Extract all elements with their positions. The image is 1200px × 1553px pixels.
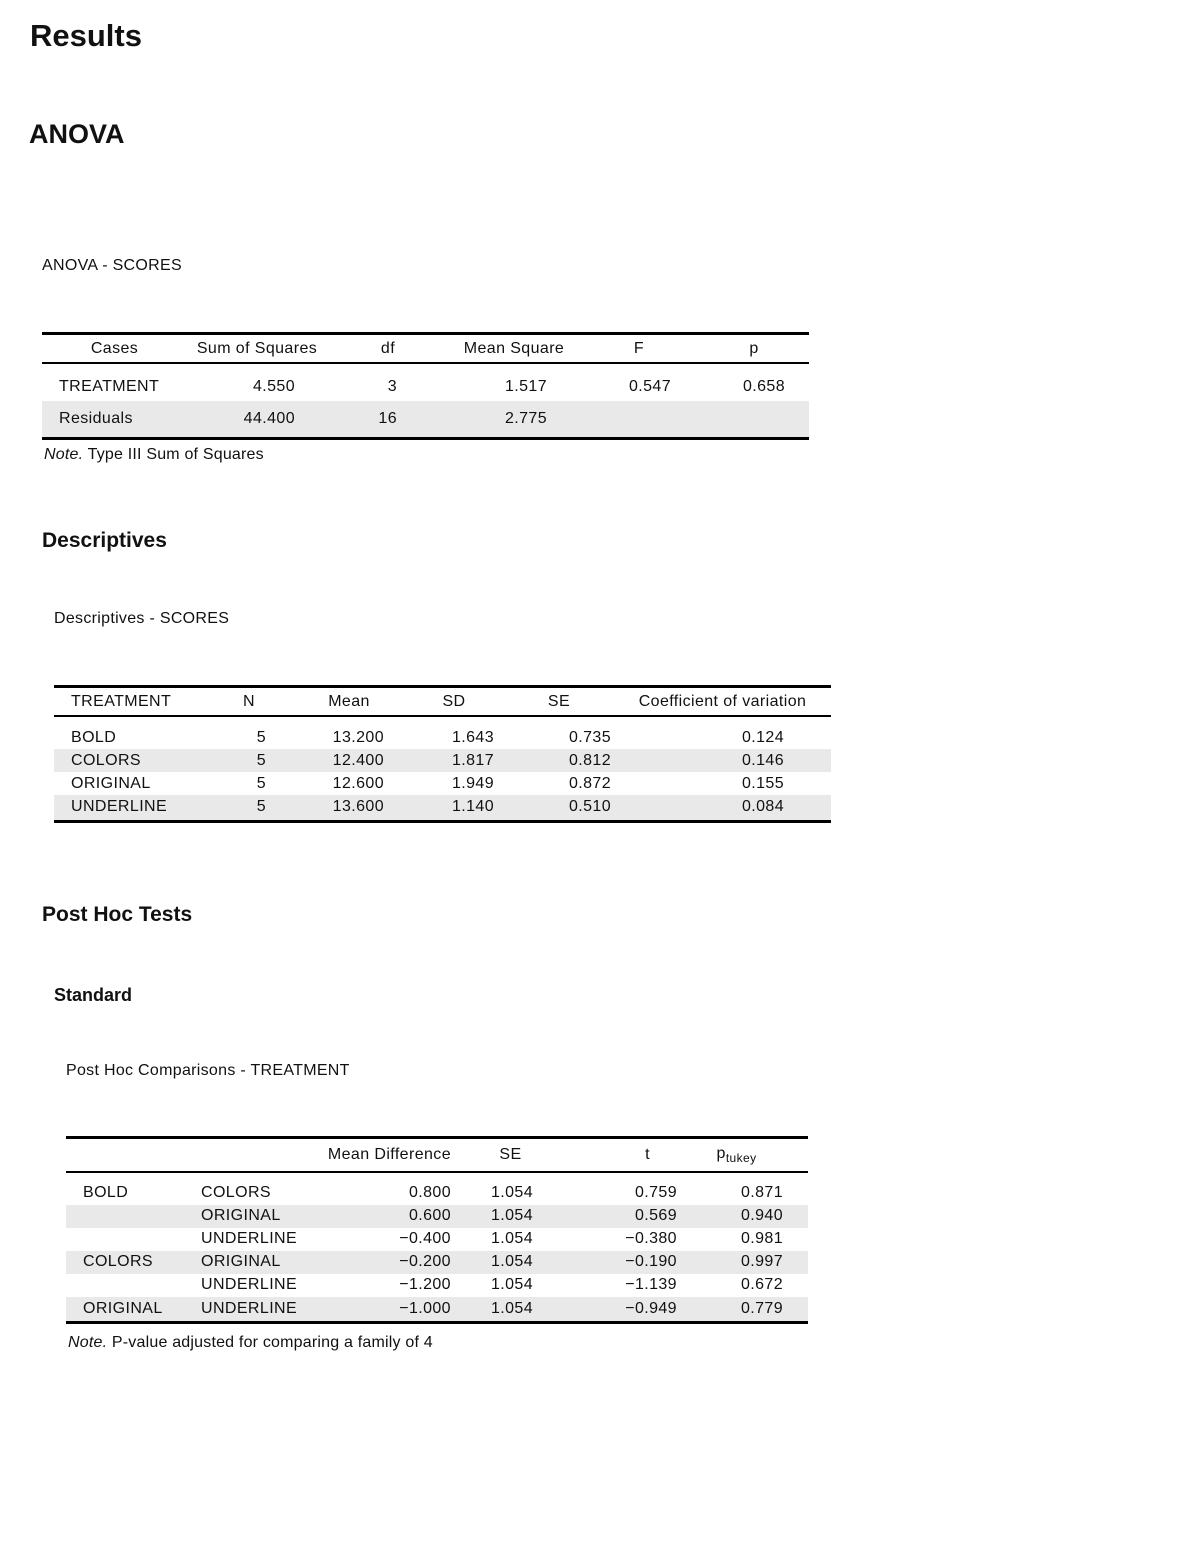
anova-table-caption: ANOVA - SCORES [42,257,182,274]
cell-sum-of-squares: 44.400 [187,401,327,438]
cell-cv: 0.146 [614,749,831,772]
cell-treatment: UNDERLINE [54,795,204,821]
cell-se: 1.054 [471,1297,576,1323]
cell-treatment: ORIGINAL [71,774,151,792]
descriptives-table-caption: Descriptives - SCORES [54,610,230,627]
cell-cv: 0.084 [614,795,831,821]
anova-table [42,332,809,440]
cell-n: 5 [256,774,266,792]
descriptives-heading: Descriptives [42,529,167,552]
post-hoc-table-note [68,1334,433,1352]
cell-group-b: UNDERLINE [201,1276,298,1293]
cell-t: 0.759 [634,1184,677,1201]
header-f: F [579,334,699,364]
cell-group-a: COLORS [66,1251,191,1274]
cell-group-a [66,1228,191,1251]
cell-sd: 1.643 [451,728,494,746]
header-cases: Cases [42,334,187,364]
header-group-b [191,1138,321,1172]
header-sum-of-squares: Sum of Squares [187,334,327,364]
cell-mean-difference: −1.200 [399,1276,451,1293]
header-mean-square: Mean Square [449,334,579,364]
cell-t: −0.949 [576,1297,691,1323]
cell-treatment: COLORS [54,749,204,772]
table-row [66,1228,808,1251]
page-title: Results [30,18,142,53]
cell-t: −0.380 [625,1230,677,1247]
table-row [54,795,831,821]
table-row [66,1274,808,1297]
cell-p-tukey: 0.940 [691,1205,808,1228]
cell-t: −1.139 [625,1276,677,1293]
cell-se: 1.054 [471,1205,576,1228]
header-p-tukey [691,1138,808,1172]
cell-group-a: ORIGINAL [66,1297,191,1323]
cell-sd: 1.949 [451,774,494,792]
cell-mean: 13.600 [294,795,404,821]
post-hoc-table [66,1136,808,1324]
note-label: Note. [44,446,84,463]
note-text: Type III Sum of Squares [83,446,264,463]
table-row [66,1205,808,1228]
cell-p-tukey: 0.997 [691,1251,808,1274]
cell-case: TREATMENT [59,378,160,395]
table-row [54,726,831,749]
cell-group-b: UNDERLINE [191,1297,321,1323]
header-p: p [699,334,809,364]
table-row [66,1297,808,1323]
cell-mean-difference: 0.600 [321,1205,471,1228]
cell-group-a: BOLD [83,1184,129,1201]
cell-group-b: COLORS [201,1184,271,1201]
cell-se: 1.054 [490,1230,533,1247]
cell-mean-difference: 0.800 [408,1184,451,1201]
cell-mean-square: 1.517 [504,378,547,395]
cell-group-a [66,1205,191,1228]
header-coefficient-of-variation: Coefficient of variation [614,687,831,717]
header-t: t [576,1138,691,1172]
table-row [66,1251,808,1274]
cell-se: 1.054 [471,1251,576,1274]
cell-n: 5 [204,795,294,821]
cell-case: Residuals [42,401,187,438]
post-hoc-heading: Post Hoc Tests [42,903,193,926]
cell-se: 1.054 [490,1184,533,1201]
cell-se: 0.812 [504,749,614,772]
cell-group-b: UNDERLINE [201,1230,298,1247]
cell-mean: 12.400 [294,749,404,772]
cell-df: 16 [327,401,449,438]
header-se: SE [471,1138,576,1172]
cell-mean-difference: −0.200 [321,1251,471,1274]
cell-mean-difference: −0.400 [399,1230,451,1247]
header-mean: Mean [294,687,404,717]
cell-mean-difference: −1.000 [321,1297,471,1323]
cell-p: 0.658 [742,378,785,395]
anova-header-row [42,334,809,364]
cell-group-a [66,1274,191,1297]
header-group-a [66,1138,191,1172]
header-se: SE [504,687,614,717]
table-row [54,772,831,795]
cell-sd: 1.140 [404,795,504,821]
tukey-subscript: tukey [725,1150,757,1165]
anova-section-heading: ANOVA [29,119,125,149]
cell-p-tukey: 0.672 [740,1276,783,1293]
cell-sum-of-squares: 4.550 [252,378,295,395]
header-n: N [204,687,294,717]
cell-mean: 13.200 [332,728,384,746]
cell-se: 1.054 [490,1276,533,1293]
cell-cv: 0.124 [741,728,784,746]
cell-t: 0.569 [576,1205,691,1228]
cell-group-b: ORIGINAL [191,1205,321,1228]
cell-f [579,401,699,438]
note-label: Note. [68,1334,108,1351]
p-symbol: p [716,1144,726,1162]
cell-t: −0.190 [576,1251,691,1274]
cell-df: 3 [387,378,397,395]
cell-mean: 12.600 [332,774,384,792]
standard-subheading: Standard [54,985,133,1005]
anova-table-note [44,446,264,464]
table-row [42,401,809,438]
header-sd: SD [404,687,504,717]
cell-group-b: ORIGINAL [191,1251,321,1274]
cell-n: 5 [256,728,266,746]
cell-p [699,401,809,438]
header-treatment: TREATMENT [54,687,204,717]
table-row [66,1182,808,1205]
post-hoc-table-caption: Post Hoc Comparisons - TREATMENT [66,1062,350,1079]
cell-p-tukey: 0.779 [691,1297,808,1323]
table-row [54,749,831,772]
descriptives-table [54,685,831,823]
cell-n: 5 [204,749,294,772]
cell-se: 0.872 [568,774,611,792]
cell-f: 0.547 [628,378,671,395]
cell-cv: 0.155 [741,774,784,792]
cell-p-tukey: 0.981 [740,1230,783,1247]
cell-se: 0.510 [504,795,614,821]
header-df: df [327,334,449,364]
descriptives-header-row [54,687,831,717]
post-hoc-header-row [66,1138,808,1172]
note-text: P-value adjusted for comparing a family of 4 [107,1334,433,1351]
cell-treatment: BOLD [71,728,117,746]
cell-se: 0.735 [568,728,611,746]
cell-sd: 1.817 [404,749,504,772]
cell-p-tukey: 0.871 [740,1184,783,1201]
header-mean-difference: Mean Difference [321,1138,471,1172]
table-row [42,373,809,401]
cell-mean-square: 2.775 [449,401,579,438]
